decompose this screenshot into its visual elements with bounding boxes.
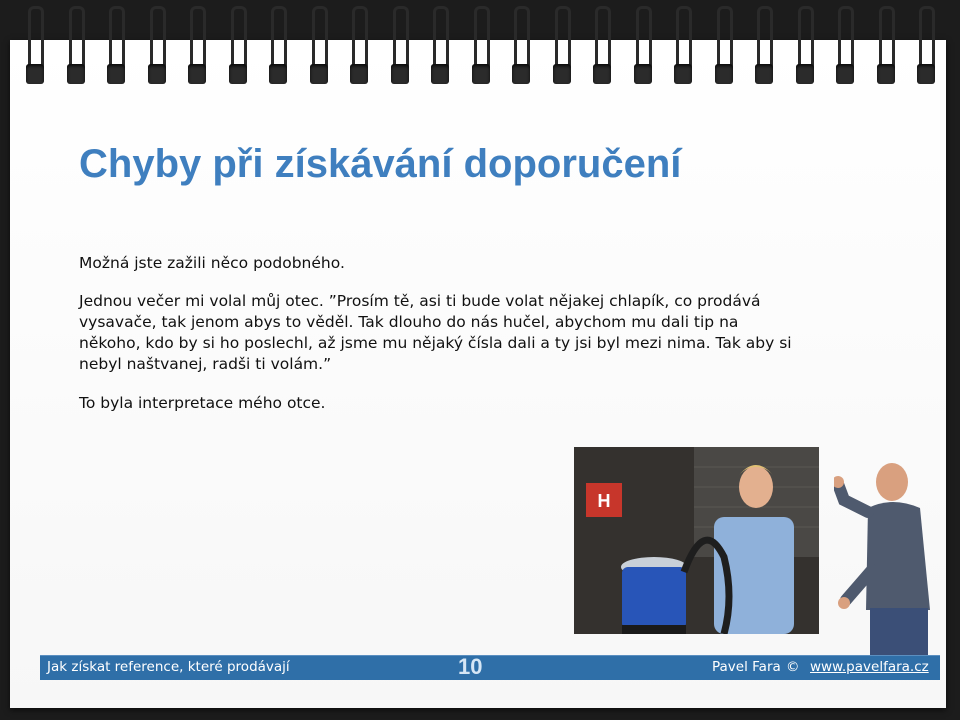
paragraph-story: Jednou večer mi volal můj otec. ”Prosím tě, asi ti bude volat nějakej chlapík, co prodává vysavače, tak jenom abys to věděl. Tak dlouho do nás hučel, abychom mu dali tip na někoho, kdo by si ho poslechl, až jsme mu nějaký čísla dali a ty jsi byl mezi nima. Tak aby si nebyl naštvanej, radši ti volám.” (79, 292, 792, 373)
presenter-figure (834, 460, 946, 656)
slide-title: Chyby při získávání doporučení (79, 142, 682, 186)
binding-ring (429, 6, 451, 86)
binding-ring (146, 6, 168, 86)
footer-course-title: Jak získat reference, které prodávají (47, 659, 290, 675)
binding-ring (591, 6, 613, 86)
binding-ring (267, 6, 289, 86)
photo-illustration (574, 447, 819, 634)
footer-website-link[interactable]: www.pavelfara.cz (810, 659, 929, 675)
binding-ring (186, 6, 208, 86)
copyright-icon: © (786, 659, 800, 675)
vacuum-salesman-photo (574, 447, 819, 634)
binding-ring (753, 6, 775, 86)
binding-ring (24, 6, 46, 86)
footer-author: Pavel Fara (712, 659, 781, 675)
binding-ring (308, 6, 330, 86)
paragraph-intro: Možná jste zažili něco podobného. (79, 254, 345, 272)
presenter-illustration (834, 460, 946, 656)
photo-sign-letter: H (597, 491, 611, 511)
binding-ring (794, 6, 816, 86)
footer-bar (40, 655, 940, 680)
page-number: 10 (458, 654, 483, 679)
binding-ring (875, 6, 897, 86)
paragraph-conclusion: To byla interpretace mého otce. (79, 394, 326, 412)
binding-ring (713, 6, 735, 86)
binding-ring (65, 6, 87, 86)
binding-ring (510, 6, 532, 86)
binding-ring (632, 6, 654, 86)
spiral-binding (0, 0, 960, 90)
binding-ring (389, 6, 411, 86)
binding-ring (551, 6, 573, 86)
binding-ring (348, 6, 370, 86)
binding-ring (834, 6, 856, 86)
binding-ring (227, 6, 249, 86)
binding-ring (915, 6, 937, 86)
binding-ring (470, 6, 492, 86)
binding-ring (672, 6, 694, 86)
binding-ring (105, 6, 127, 86)
